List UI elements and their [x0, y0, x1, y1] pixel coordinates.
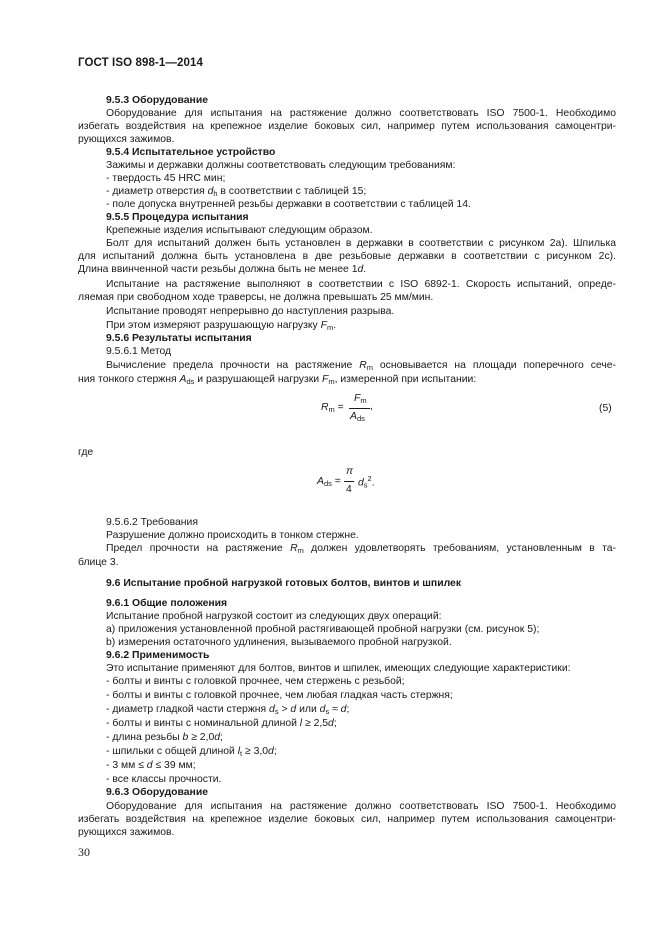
heading-9-5-4: 9.5.4 Испытательное устройство — [106, 147, 276, 158]
list-item: - поле допуска внутренней резьбы державки в соответствии с таблицей 14. — [106, 199, 471, 210]
para-9-5-5-p3-line1: Испытание на растяжение выполняют в соответствии с ISO 6892-1. Скорость испытаний, опреде- — [106, 279, 616, 290]
equation-number: (5) — [599, 403, 612, 414]
list-item: - диаметр отверстия $d_h$ в соответствии с таблицей 15; — [106, 186, 367, 198]
heading-9-5-6-2: 9.5.6.2 Требования — [106, 517, 198, 528]
document-header: ГОСТ ISO 898-1—2014 — [78, 57, 203, 69]
list-item: b) измерения остаточного удлинения, вызываемого пробной нагрузкой. — [106, 637, 452, 648]
para-9-5-4-intro: Зажимы и державки должны соответствовать следующим требованиям: — [106, 160, 456, 171]
heading-9-6-1: 9.6.1 Общие положения — [106, 598, 228, 609]
para-9-6-2-p2: Это испытание применяют для болтов, винтов и шпилек, имеющих следующие характеристики: — [106, 663, 571, 674]
list-item: - диаметр гладкой части стержня $d_s > d$ или $d_s \approx d$; — [106, 704, 350, 716]
page-number: 30 — [78, 845, 90, 859]
heading-9-5-6-1: 9.5.6.1 Метод — [106, 346, 172, 357]
para-9-5-6-2-p3-line2: блице 3. — [78, 557, 119, 568]
para-9-5-5-p2-line2: для испытаний должна быть установлена в две резьбовые державки в соответствии с рисунком 2с). — [78, 251, 616, 262]
heading-9-6-2: 9.6.2 Применимость — [106, 650, 210, 661]
list-item: - твердость 45 HRC мин; — [106, 173, 226, 184]
para-9-6-1-p1: Испытание пробной нагрузкой состоит из следующих двух операций: — [106, 611, 442, 622]
para-9-5-5-p1: Крепежные изделия испытывают следующим образом. — [106, 225, 373, 236]
heading-9-5-3: 9.5.3 Оборудование — [106, 95, 208, 106]
para-9-6-3-line3: рующихся зажимов. — [78, 827, 175, 838]
list-item: - болты и винты с номинальной длиной l ≥ 2,5d; — [106, 718, 337, 729]
para-9-5-5-p2-line1: Болт для испытаний должен быть установлен в державки в соответствии с рисунком 2а). Шпилька — [106, 238, 616, 249]
para-9-5-5-p2-line3: Длина ввинченной части резьбы должна быть не менее 1d. — [78, 264, 367, 275]
para-9-5-3-line1: Оборудование для испытания на растяжение должно соответствовать ISO 7500-1. Необходимо — [106, 108, 616, 119]
para-9-5-3-line2: избегать воздействия на крепежное изделие боковых сил, например путем использования самоцентри- — [78, 121, 616, 132]
list-item: - длина резьбы b ≥ 2,0d; — [106, 732, 223, 743]
heading-9-5-5: 9.5.5 Процедура испытания — [106, 212, 249, 223]
para-9-5-6-1-line2: ния тонкого стержня $A_{ds}$ и разрушающей нагрузки $F_m$, измеренной при испытании: — [78, 374, 477, 386]
para-9-5-6-2-p3-line1: Предел прочности на растяжение $R_m$ должен удовлетворять требованиям, установленным в та- — [106, 543, 616, 555]
para-9-5-6-2-p2: Разрушение должно происходить в тонком стержне. — [106, 530, 359, 541]
para-9-5-6-1-line1: Вычисление предела прочности на растяжение $R_m$ основывается на площади поперечного сече- — [106, 360, 617, 372]
heading-9-5-6: 9.5.6 Результаты испытания — [106, 333, 252, 344]
list-item: - шпильки с общей длиной $l_t \ge 3,0d$; — [106, 746, 277, 758]
para-9-6-3-line1: Оборудование для испытания на растяжение должно соответствовать ISO 7500-1. Необходимо — [106, 801, 616, 812]
para-9-5-5-p5: При этом измеряют разрушающую нагрузку $F_m$. — [106, 320, 337, 332]
list-item: - болты и винты с головкой прочнее, чем любая гладкая часть стержня; — [106, 690, 453, 701]
para-9-5-3-line3: рующихся зажимов. — [78, 134, 175, 145]
para-9-5-5-p3-line2: ляемая при свободном ходе траверсы, не должна превышать 25 мм/мин. — [78, 292, 434, 303]
heading-9-6: 9.6 Испытание пробной нагрузкой готовых болтов, винтов и шпилек — [106, 578, 462, 589]
list-item: a) приложения установленной пробной растягивающей пробной нагрузки (см. рисунок 5); — [106, 624, 540, 635]
list-item: - все классы прочности. — [106, 774, 222, 785]
para-9-5-5-p4: Испытание проводят непрерывно до наступления разрыва. — [106, 306, 395, 317]
para-9-6-3-line2: избегать воздействия на крепежное изделие боковых сил, например путем использования самоцентри- — [78, 814, 616, 825]
where-label: где — [78, 447, 94, 458]
list-item: - болты и винты с головкой прочнее, чем стержень с резьбой; — [106, 676, 405, 687]
list-item: - 3 мм ≤ d ≤ 39 мм; — [106, 760, 196, 771]
heading-9-6-3: 9.6.3 Оборудование — [106, 787, 208, 798]
